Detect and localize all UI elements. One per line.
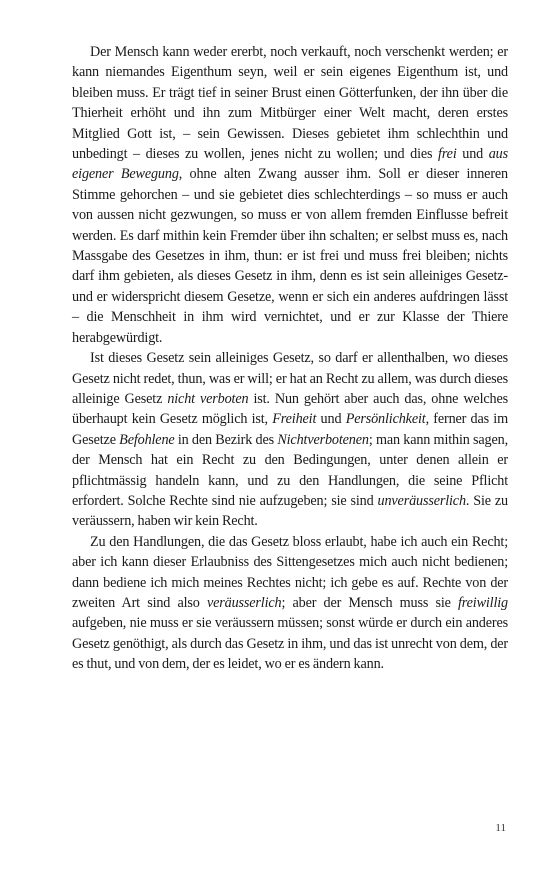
text-run: , ferner das im Gesetze xyxy=(72,411,508,448)
page-body xyxy=(72,42,508,675)
text-run: und xyxy=(456,146,489,163)
emphasis-text: Freiheit xyxy=(272,411,317,428)
text-run: . Sie zu veräussern, haben wir kein Recht. xyxy=(72,492,508,530)
emphasis-text: freiwillig xyxy=(458,594,508,611)
text-run: und xyxy=(316,411,346,428)
text-run: in den Bezirk des xyxy=(174,431,278,448)
emphasis-text: frei xyxy=(438,146,457,163)
text-run: , ohne alten Zwang ausser ihm. Soll er dieser inneren Stimme gehorchen – und sie gebietet dies schlechterdings – so muss er auch von aussen nicht gezwungen, so muss er von allem fremden Einflusse befreit werden. Es darf mithin kein Fremder über ihn schalten; er selbst muss es, nach Massgabe des Gesetzes in ihm, thun: er ist frei und muss frei bleiben; nichts darf ihm gebieten, als dieses Gesetz in ihm, denn es ist sein alleiniges Gesetz- und er widerspricht diesem Gesetze, wenn er sich ein anderes aufdringen lässt – die Menschheit in ihm wird vernichtet, und er zur Klasse der Thiere herabgewürdigt. xyxy=(72,166,508,346)
page-number: 11 xyxy=(495,822,506,834)
emphasis-text: veräusserlich xyxy=(206,594,282,611)
text-run: Der Mensch kann weder ererbt, noch verkauft, noch verschenkt werden; er kann niemandes Eigenthum seyn, weil er sein eigenes Eigenthum ist, und bleiben muss. Er trägt tief in seiner Brust einen Götterfunken, der ihn über die Thierheit erhöht und ihn zum Mitbürger einer Welt macht, deren erstes Mitglied Gott ist, – sein Gewissen. Dieses gebietet ihm schlechthin und unbedingt – dieses zu wollen, jenes nicht zu wollen; und dies xyxy=(72,44,508,163)
emphasis-text: unveräusserlich xyxy=(377,492,466,509)
emphasis-text: Nichtverbotenen xyxy=(277,431,369,448)
text-run: ; aber der Mensch muss sie xyxy=(281,594,458,611)
text-run: aufgeben, nie muss er sie veräussern müssen; sonst würde er durch ein anderes Gesetz genöthigt, als durch das Gesetz in ihm, und das ist unrecht von dem, der es thut, und von dem, der es leidet, wo er es ändern kann. xyxy=(72,615,508,673)
emphasis-text: Persönlichkeit xyxy=(345,411,426,428)
text-run: Ist dieses Gesetz sein alleiniges Gesetz, so darf er allenthalben, wo dieses Gesetz nicht redet, thun, was er will; er hat an Recht zu allem, was durch dieses alleinige Gesetz xyxy=(72,350,508,407)
emphasis-text: nicht verboten xyxy=(167,390,249,407)
text-run: Zu den Handlungen, die das Gesetz bloss erlaubt, habe ich auch ein Recht; aber ich kann dieser Erlaubniss des Sittengesetzes mich auch nicht bedienen; dann bediene ich mich meines Rechtes nicht; ich gebe es auf. Rechte von der zweiten Art sind also xyxy=(72,533,508,611)
paragraph-2 xyxy=(72,348,508,532)
text-run: ist. Nun gehört aber auch das, ohne welches überhaupt kein Gesetz möglich ist, xyxy=(72,390,508,428)
paragraph-3 xyxy=(72,532,508,675)
text-run: ; man kann mithin sagen, der Mensch hat ein Recht zu den Bedingungen, unter denen allein er pflichtmässig handeln kann, und zu den Handlungen, die seine Pflicht erfordert. Solche Rechte sind nie aufzugeben; sie sind xyxy=(72,431,508,509)
paragraph-1 xyxy=(72,42,508,348)
emphasis-text: aus eigener Bewegung xyxy=(72,146,508,183)
emphasis-text: Befohlene xyxy=(119,431,175,448)
